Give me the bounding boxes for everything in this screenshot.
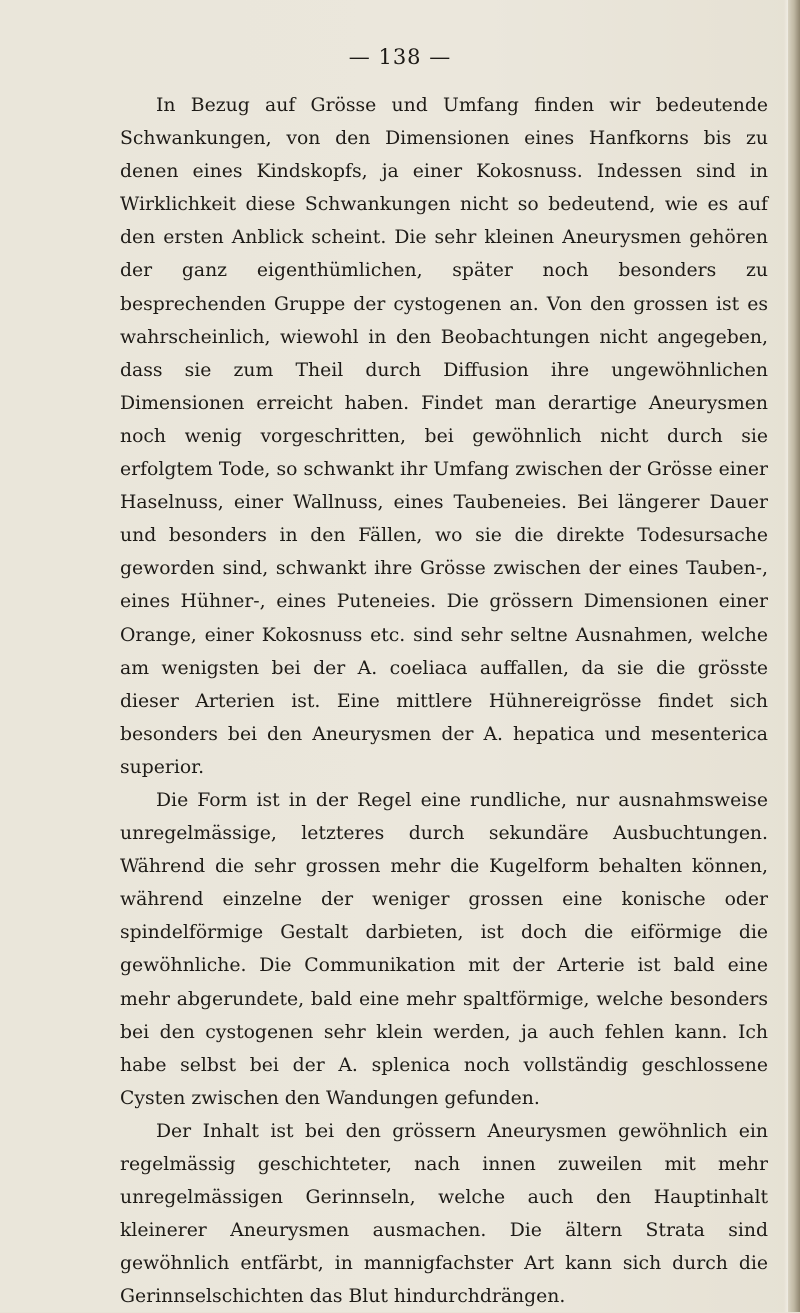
paragraph-form: Die Form ist in der Regel eine rundliche, nur ausnahmsweise unregelmässige, letzteres durch sekundäre Ausbuchtungen. Während die sehr grossen mehr die Kugelform behalten können, während einzelne der weniger grossen eine konische oder spindelförmige Gestalt darbieten, ist doch die eiförmige die gewöhnliche. Die Communikation mit der Arterie ist bald eine mehr abgerundete, bald eine mehr spaltförmige, welche besonders bei den cystogenen sehr klein werden, ja auch fehlen kann. Ich habe selbst bei der A. splenica noch vollständig geschlossene Cysten zwischen den Wandungen gefunden. <box>120 789 768 1109</box>
paragraph-size: In Bezug auf Grösse und Umfang finden wir bedeutende Schwankungen, von den Dimensionen eines Hanfkorns bis zu denen eines Kindskopfs, ja einer Kokosnuss. Indessen sind in Wirklichkeit diese Schwankungen nicht so bedeutend, wie es auf den ersten Anblick scheint. Die sehr kleinen Aneurysmen gehören der ganz eigenthümlichen, später noch besonders zu besprechenden Gruppe der cystogenen an. Von den grossen ist es wahrscheinlich, wiewohl in den Beobachtungen nicht angegeben, dass sie zum Theil durch Diffusion ihre ungewöhnlichen Dimensionen erreicht haben. Findet man derartige Aneurysmen noch wenig vorgeschritten, bei gewöhnlich nicht durch sie erfolgtem Tode, so schwankt ihr Umfang zwischen der Grösse einer Haselnuss, einer Wallnuss, eines Taubeneies. Bei längerer Dauer und besonders in den Fällen, wo sie die direkte Todesursache geworden sind, schwankt ihre Grösse zwischen der eines Tauben-, eines Hühner-, eines Puteneies. Die grössern Dimensionen einer Orange, einer Kokosnuss etc. sind sehr seltne Ausnahmen, welche am wenigsten bei der A. coeliaca auffallen, da sie die grösste dieser Arterien ist. Eine mittlere Hühnereigrösse findet sich besonders bei den Aneurysmen der A. hepatica und mesenterica superior. <box>120 95 768 778</box>
paragraph-content: Der Inhalt ist bei den grössern Aneurysmen gewöhnlich ein regelmässig geschichteter, nach innen zuweilen mit mehr unregelmässigen Gerinnseln, welche auch den Hauptinhalt kleinerer Aneurysmen ausmachen. Die ältern Strata sind gewöhnlich entfärbt, in mannigfachster Art kann sich durch die Gerinnselschichten das Blut hindurchdrängen. <box>120 1120 768 1308</box>
page-edge-shadow <box>788 0 800 1312</box>
page-number-header: — 138 — <box>348 45 452 69</box>
body-text <box>120 89 768 1313</box>
